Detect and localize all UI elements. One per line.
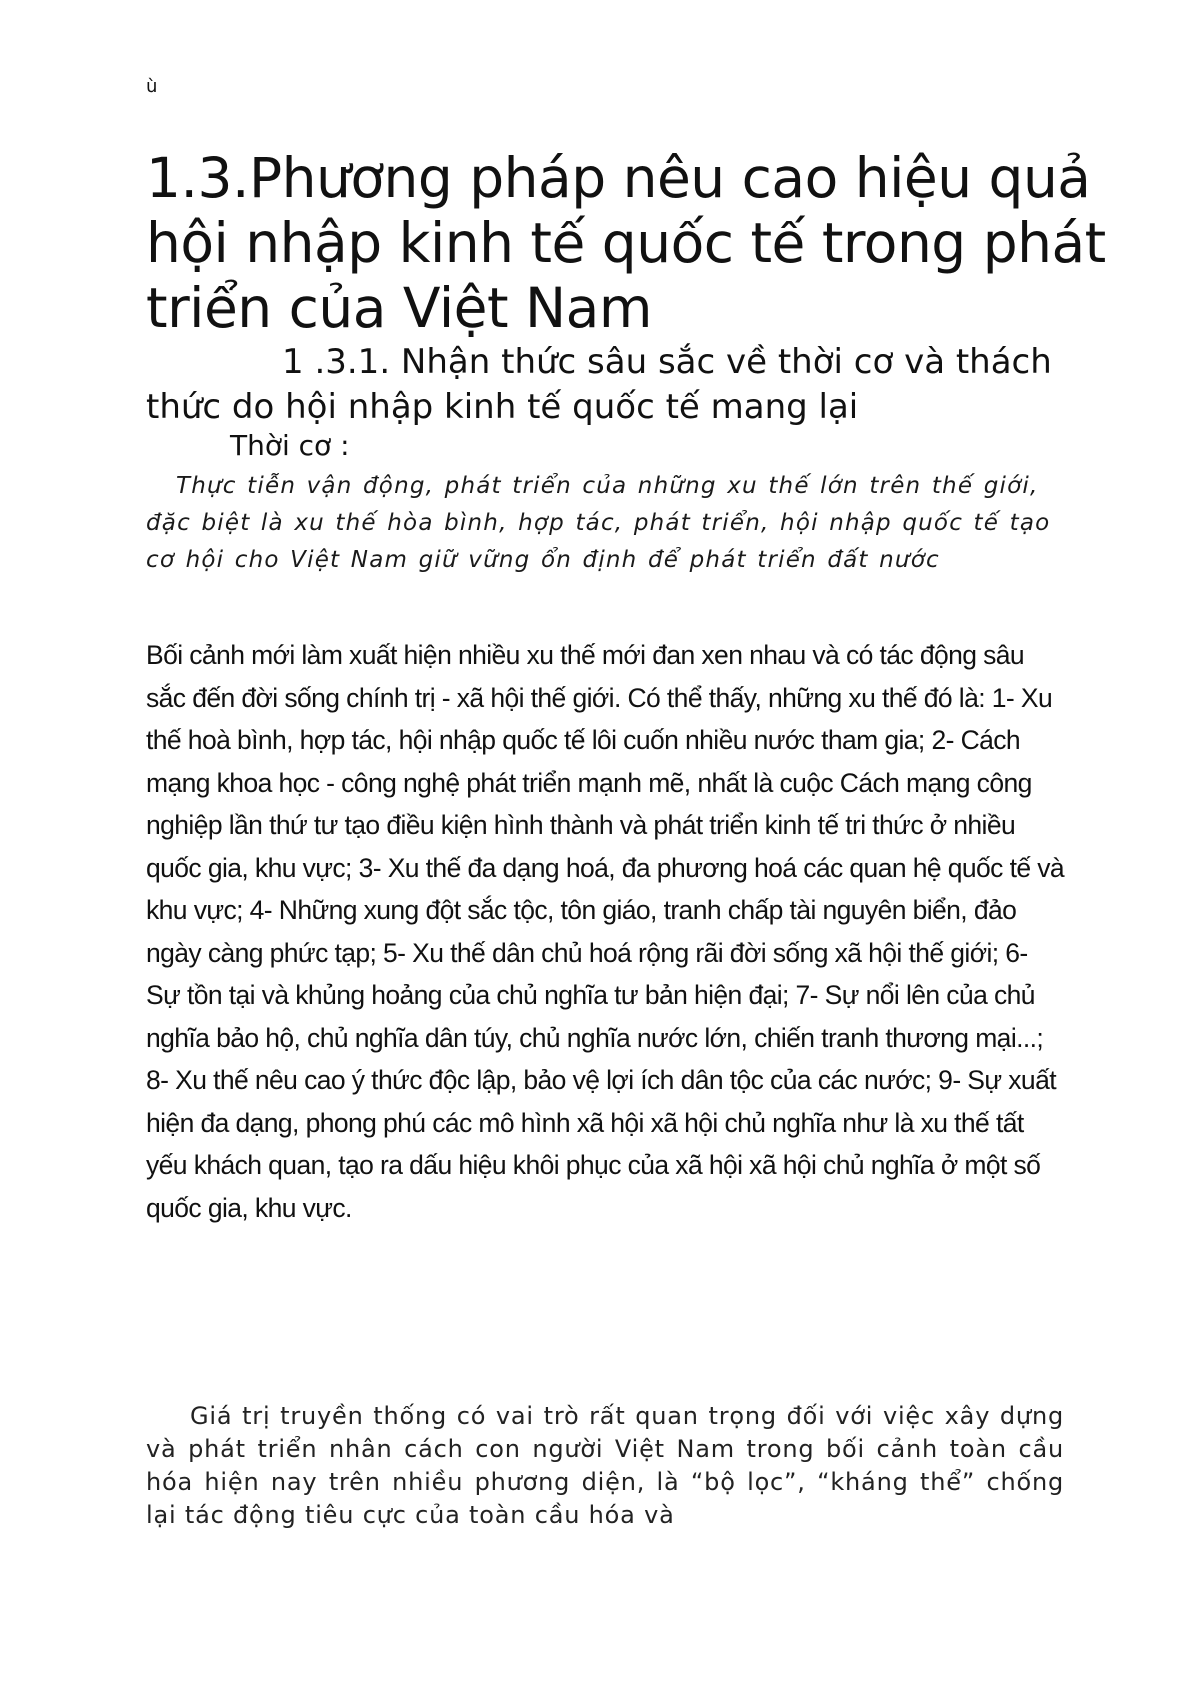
top-mark: ù bbox=[146, 76, 158, 97]
opportunity-label: Thời cơ : bbox=[230, 429, 350, 462]
main-heading: 1.3.Phương pháp nêu cao hiệu quả hội nhập kinh tế quốc tế trong phát triển của Việt Nam bbox=[146, 146, 1106, 340]
sub-heading-text: 1 .3.1. Nhận thức sâu sắc về thời cơ và thách thức do hội nhập kinh tế quốc tế mang lại bbox=[146, 342, 1052, 427]
values-paragraph: Giá trị truyền thống có vai trò rất quan trọng đối với việc xây dựng và phát triển nhân cách con người Việt Nam trong bối cảnh toàn cầu hóa hiện nay trên nhiều phương diện, là “bộ lọc”, “kháng thể” chống lại tác động tiêu cực của toàn cầu hóa và bbox=[146, 1402, 1064, 1529]
context-paragraph: Bối cảnh mới làm xuất hiện nhiều xu thế mới đan xen nhau và có tác động sâu sắc đến đời sống chính trị - xã hội thế giới. Có thể thấy, những xu thế đó là: 1- Xu thế hoà bình, hợp tác, hội nhập quốc tế lôi cuốn nhiều nước tham gia; 2- Cách mạng khoa học - công nghệ phát triển mạnh mẽ, nhất là cuộc Cách mạng công nghiệp lần thứ tư tạo điều kiện hình thành và phát triển kinh tế tri thức ở nhiều quốc gia, khu vực; 3- Xu thế đa dạng hoá, đa phương hoá các quan hệ quốc tế và khu vực; 4- Những xung đột sắc tộc, tôn giáo, tranh chấp tài nguyên biển, đảo ngày càng phức tạp; 5- Xu thế dân chủ hoá rộng rãi đời sống xã hội thế giới; 6- Sự tồn tại và khủng hoảng của chủ nghĩa tư bản hiện đại; 7- Sự nổi lên của chủ nghĩa bảo hộ, chủ nghĩa dân túy, chủ nghĩa nước lớn, chiến tranh thương mại...; 8- Xu thế nêu cao ý thức độc lập, bảo vệ lợi ích dân tộc của các nước; 9- Sự xuất hiện đa dạng, phong phú các mô hình xã hội xã hội chủ nghĩa như là xu thế tất yếu khách quan, tạo ra dấu hiệu khôi phục của xã hội xã hội chủ nghĩa ở một số quốc gia, khu vực. bbox=[146, 640, 1065, 1223]
sub-heading bbox=[146, 340, 1106, 430]
italic-quote: Thực tiễn vận động, phát triển của những xu thế lớn trên thế giới, đặc biệt là xu thế hòa bình, hợp tác, phát triển, hội nhập quốc tế tạo cơ hội cho Việt Nam giữ vững ổn định để phát triển đất nước bbox=[146, 473, 1051, 573]
